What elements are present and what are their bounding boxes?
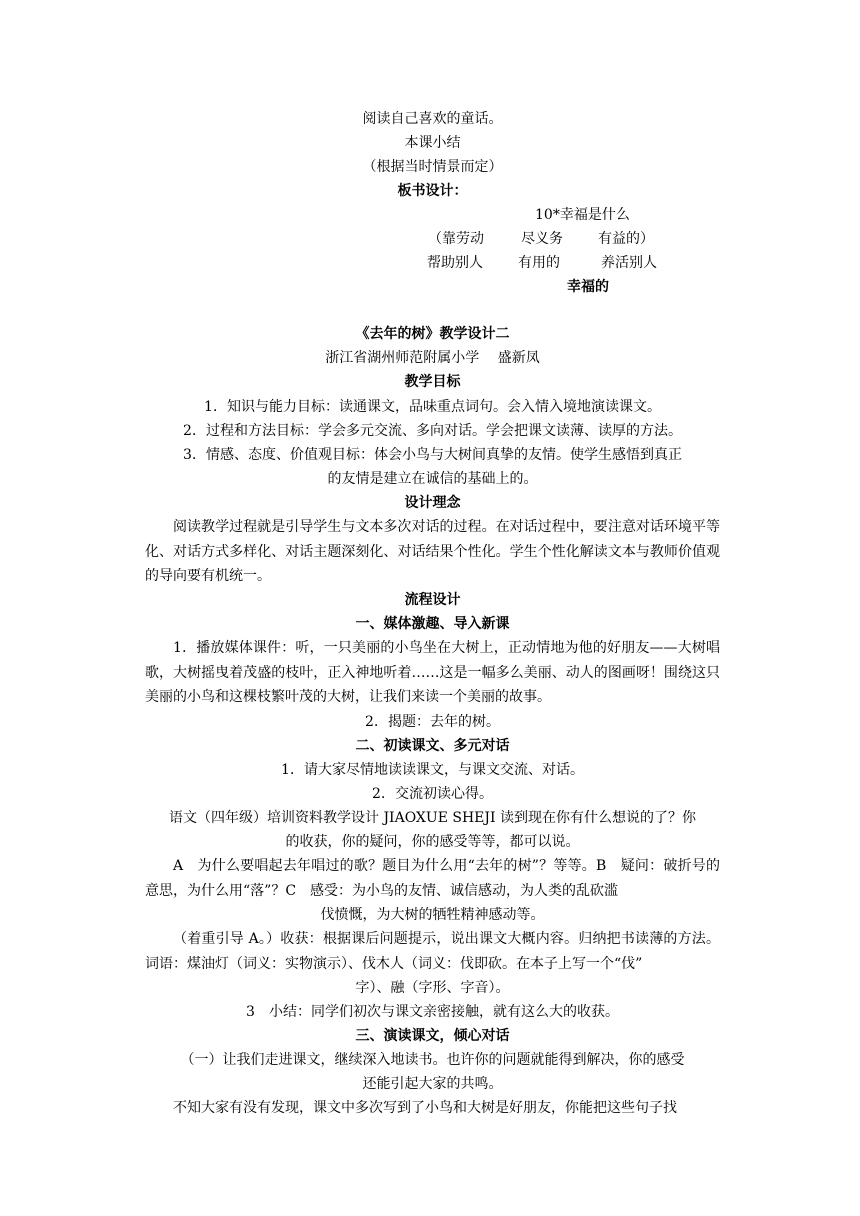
board-row2-item3: 养活别人 (601, 255, 657, 271)
section-2-summary: 3 小结：同学们初次与课文亲密接触，就有这么大的收获。 (246, 1004, 619, 1020)
section-2-paragraph-4-end: 伐愤慨，为大树的牺牲精神感动等。 (320, 907, 545, 923)
board-row2-item1: 帮助别人 (427, 255, 483, 271)
section-2-paragraph-3-line2: 的收获，你的疑问，你的感受等等，都可以说。 (285, 834, 580, 850)
section-3-heading: 三、演读课文，倾心对话 (355, 1028, 510, 1044)
section-2-item-1: 1．请大家尽情地读读课文，与课文交流、对话。 (281, 762, 584, 778)
board-result: 幸福的 (567, 279, 609, 295)
board-row1-item3: 有益的） (598, 231, 654, 247)
section-3-paragraph-1-line1: （一）让我们走进课文，继续深入地读书。也许你的问题就能得到解决，你的感受 (180, 1052, 685, 1068)
board-row1-item1: （靠劳动 (428, 231, 484, 247)
board-row1-item2: 尽义务 (521, 231, 563, 247)
section-3-paragraph-2: 不知大家有没有发现，课文中多次写到了小鸟和大树是好朋友，你能把这些句子找 (173, 1100, 677, 1116)
summary-note: （根据当时情景而定） (362, 159, 503, 175)
flow-heading: 流程设计 (404, 592, 461, 608)
goals-heading: 教学目标 (404, 374, 461, 390)
article-title: 《去年的树》教学设计二 (355, 326, 510, 342)
goal-3-line1: 3．情感、态度、价值观目标：体会小鸟与大树间真挚的友情。使学生感悟到真正 (183, 447, 682, 463)
article-author: 浙江省湖州师范附属小学 盛新凤 (325, 350, 540, 366)
goal-3-line2: 的友情是建立在诚信的基础上的。 (327, 471, 538, 487)
board-title: 10*幸福是什么 (535, 207, 630, 223)
section-2-paragraph-4: A 为什么要唱起去年唱过的歌？题目为什么用“去年的树”？等等。B 疑问：破折号的意思，为什么用“落”？C 感受：为小鸟的友情、诚信感动，为人类的乱砍滥 (145, 858, 720, 899)
section-2-paragraph-5: （着重引导 A。）收获：根据课后问题提示，说出课文大概内容。归纳把书读薄的方法。词语：煤油灯（词义：实物演示）、伐木人（词义：伐即砍。在本子上写一个“伐” (145, 931, 720, 972)
reading-line: 阅读自己喜欢的童话。 (362, 111, 503, 127)
section-1-heading: 一、媒体激趣、导入新课 (355, 616, 510, 632)
goal-2: 2．过程和方法目标：学会多元交流、多向对话。学会把课文读薄、读厚的方法。 (183, 423, 682, 439)
lesson-summary-heading: 本课小结 (404, 135, 461, 151)
section-2-item-2: 2．交流初读心得。 (372, 786, 493, 802)
section-1-paragraph-2: 2．揭题：去年的树。 (365, 714, 500, 730)
section-2-heading: 二、初读课文、多元对话 (355, 738, 510, 754)
idea-paragraph: 阅读教学过程就是引导学生与文本多次对话的过程。在对话过程中，要注意对话环境平等化、对话方式多样化、对话主题深刻化、对话结果个性化。学生个性化解读文本与教师价值观的导向要有机统一。 (145, 519, 720, 584)
goal-1: 1．知识与能力目标：读通课文，品味重点词句。会入情入境地演读课文。 (204, 399, 661, 415)
board-row2-item2: 有用的 (518, 255, 560, 271)
section-1-paragraph-1: 1．播放媒体课件：听，一只美丽的小鸟坐在大树上，正动情地为他的好朋友——大树唱歌，大树摇曳着茂盛的枝叶，正入神地听着……这是一幅多么美丽、动人的图画呀！围绕这只美丽的小鸟和这棵枝繁叶茂的大树，让我们来读一个美丽的故事。 (145, 640, 720, 705)
section-2-paragraph-5-end: 字）、融（字形、字音）。 (355, 980, 510, 996)
board-design-heading: 板书设计： (397, 183, 468, 199)
section-3-paragraph-1-line2: 还能引起大家的共鸣。 (362, 1076, 503, 1092)
section-2-paragraph-3-line1: 语文（四年级）培训资料教学设计 JIAOXUE SHEJI 读到现在你有什么想说的了？你 (169, 810, 696, 826)
idea-heading: 设计理念 (404, 495, 461, 511)
